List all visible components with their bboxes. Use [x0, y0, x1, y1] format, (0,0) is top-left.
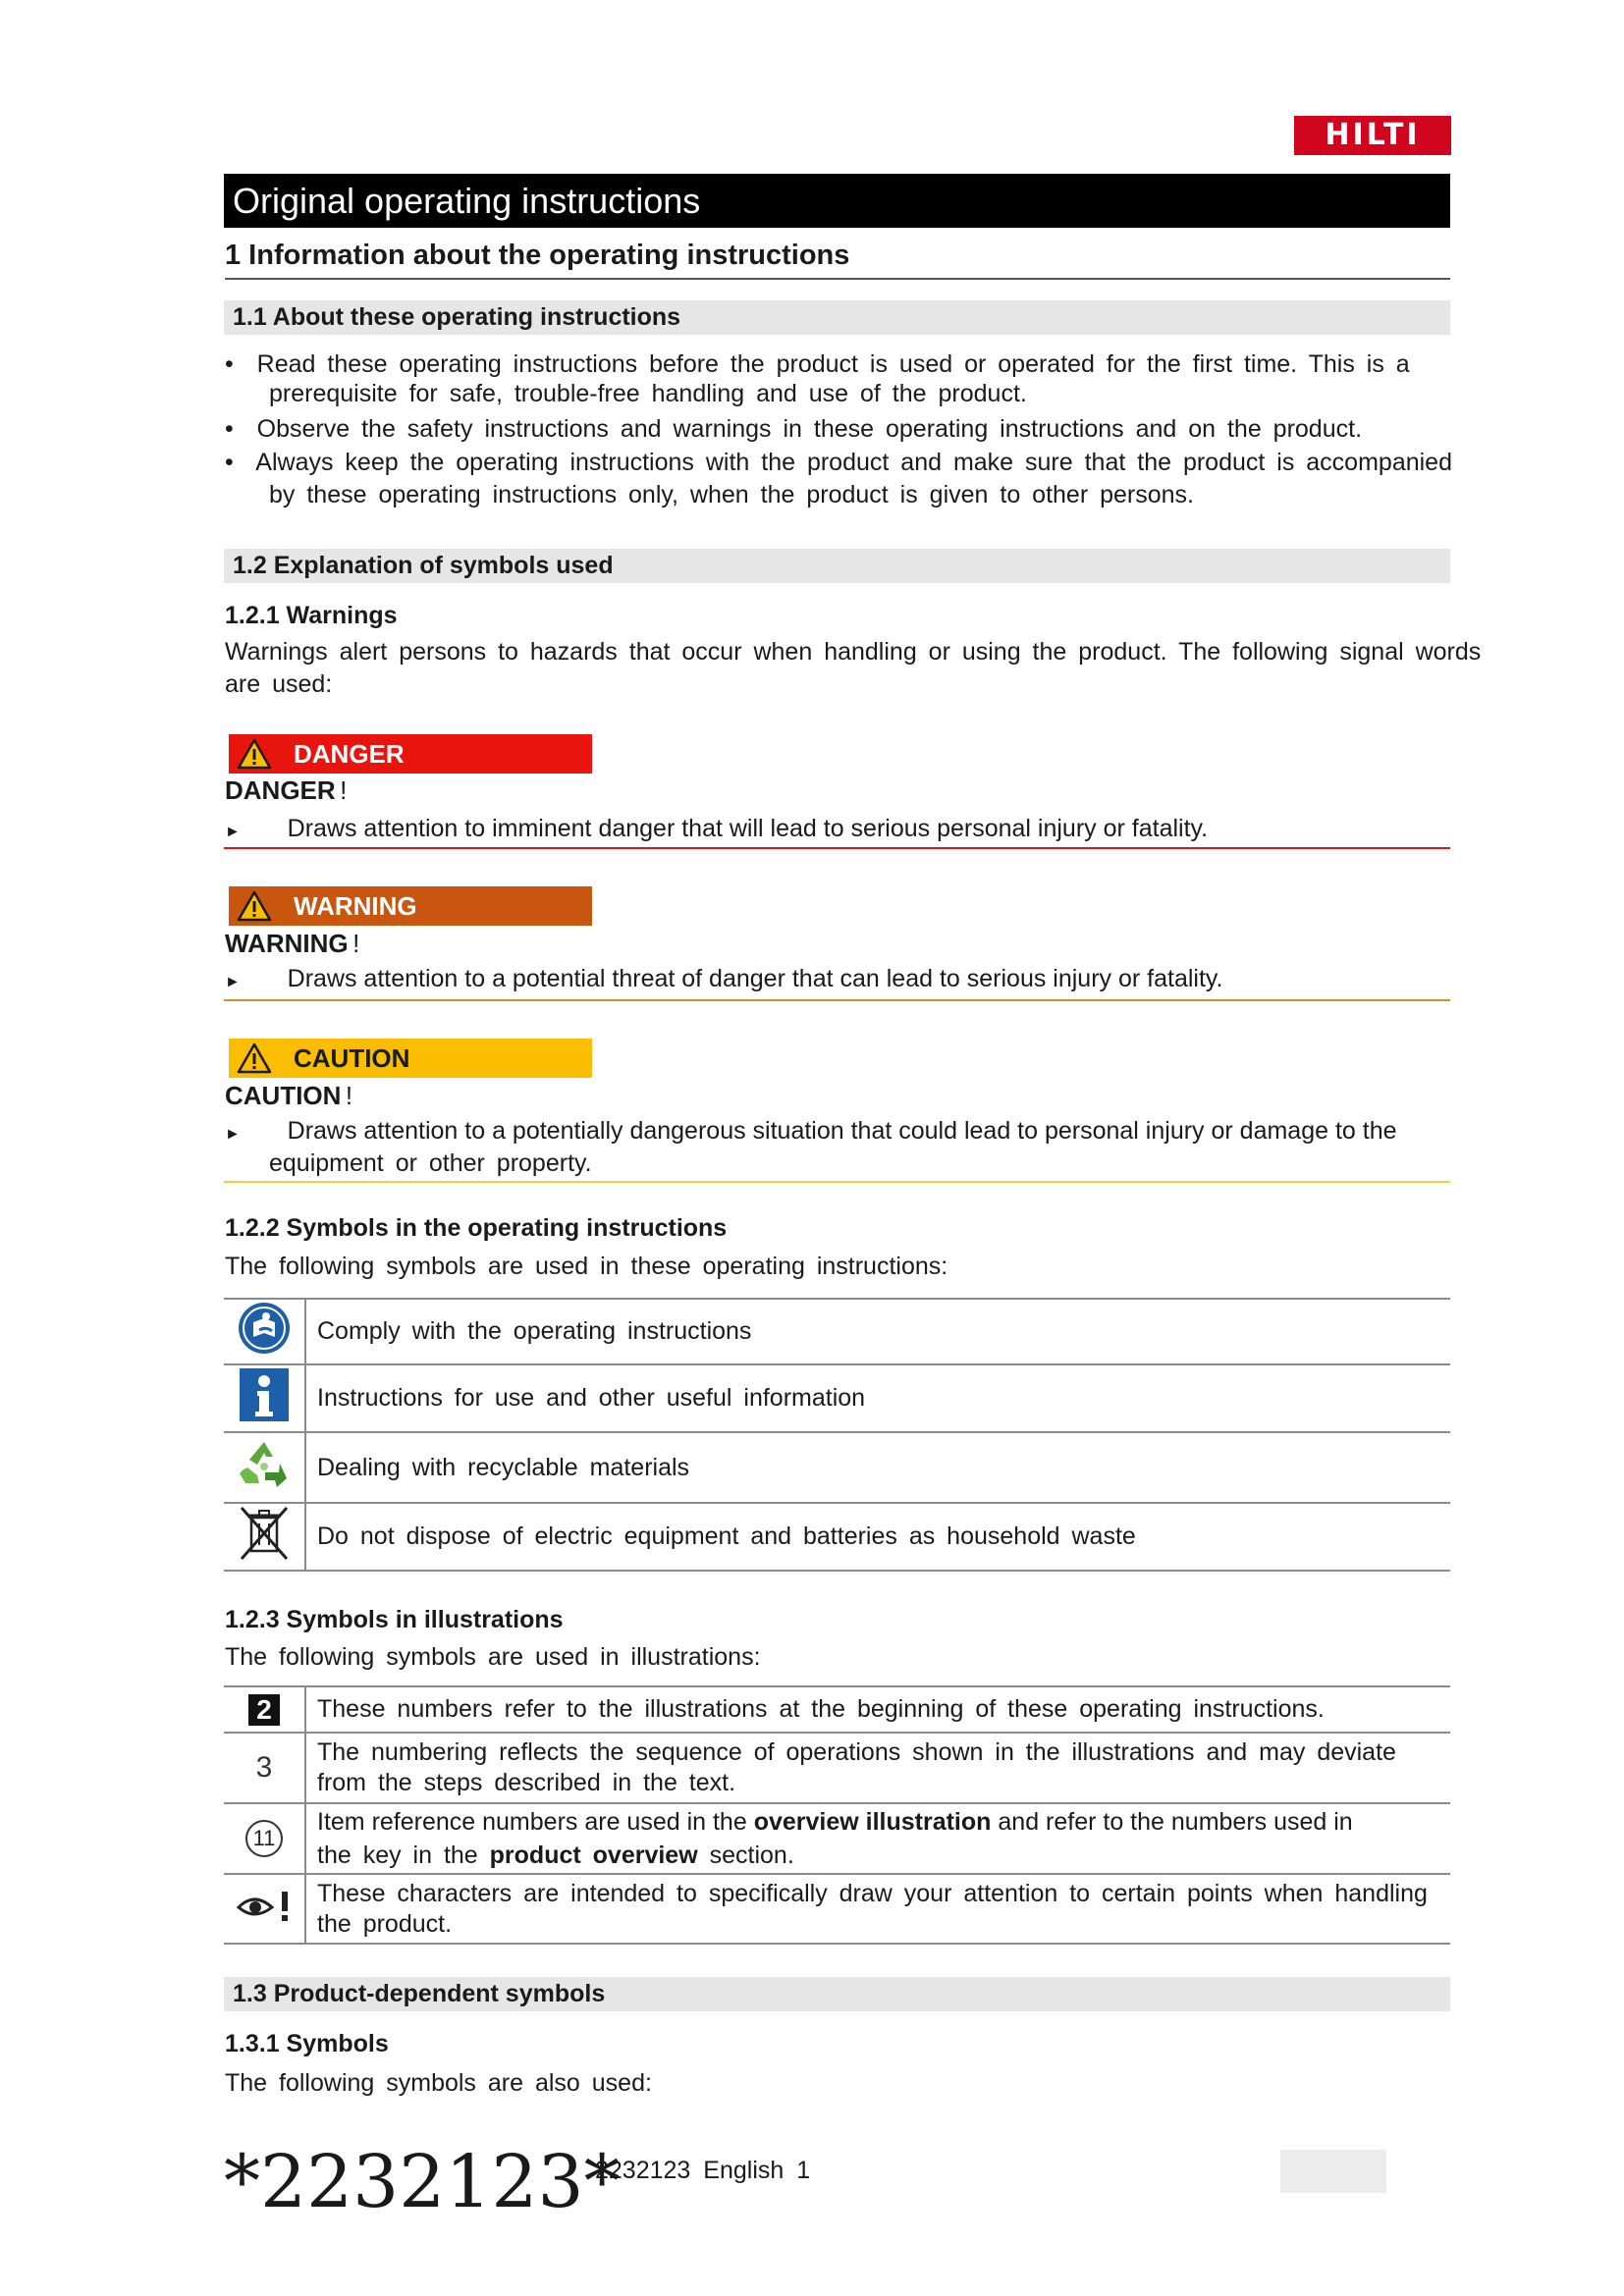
list-item: • Always keep the operating instructions with the product and make sure that the product is accompanied [225, 449, 1452, 476]
section-1-2-1-heading: 1.2.1 Warnings [225, 602, 398, 629]
table-row [224, 1503, 1450, 1571]
table-cell-text: These numbers refer to the illustrations at the beginning of these operating instructions. [305, 1686, 1450, 1733]
arrow-icon: ► [225, 824, 241, 840]
table-cell-icon [224, 1733, 305, 1803]
list-item-continuation: prerequisite for safe, trouble-free handling and use of the product. [269, 380, 1027, 407]
figure-number-text: 2 [256, 1693, 272, 1725]
table-cell-icon [224, 1364, 305, 1432]
warnings-intro [225, 636, 1481, 701]
text-line: These characters are intended to specifically draw your attention to certain points when handling [317, 1879, 1428, 1907]
list-item-continuation: by these operating instructions only, when the product is given to other persons. [269, 481, 1194, 508]
warning-divider [224, 999, 1450, 1001]
section-1-2-2-heading: 1.2.2 Symbols in the operating instructions [225, 1214, 728, 1242]
text-line: The numbering reflects the sequence of operations shown in the illustrations and may deviate [317, 1738, 1396, 1766]
product-symbols-intro: The following symbols are also used: [225, 2069, 652, 2097]
eye-attention-icon [235, 1888, 294, 1923]
table-cell-icon [224, 1503, 305, 1571]
table-cell-text [305, 1733, 1450, 1803]
text-span: the key in the [317, 1842, 490, 1869]
text-line: from the steps described in the text. [317, 1769, 736, 1796]
danger-signal-label [229, 734, 592, 774]
warning-triangle-icon [237, 1042, 272, 1074]
table-cell-text: Comply with the operating instructions [305, 1299, 1450, 1364]
text-line [317, 1839, 1449, 1872]
caution-heading [225, 1081, 352, 1111]
hilti-logo [1294, 116, 1451, 155]
table-cell-text: Instructions for use and other useful information [305, 1364, 1450, 1432]
table-row [224, 1432, 1450, 1503]
warning-mark: ! [352, 929, 360, 958]
table-cell-text: Do not dispose of electric equipment and batteries as household waste [305, 1503, 1450, 1571]
arrow-icon: ► [225, 1126, 241, 1143]
section-1-heading: 1 Information about the operating instructions [225, 240, 1450, 280]
table-row [224, 1874, 1450, 1944]
bullet-list [225, 348, 1452, 511]
table-cell-text: Dealing with recyclable materials [305, 1432, 1450, 1503]
caution-description [225, 1115, 1397, 1180]
warning-signal-label [229, 886, 592, 926]
table-row [224, 1364, 1450, 1432]
table-cell-icon [224, 1686, 305, 1733]
barcode-text: *2232123* [224, 2140, 621, 2224]
caution-text-continuation: equipment or other property. [269, 1149, 592, 1177]
danger-text: Draws attention to imminent danger that will lead to serious personal injury or fatality. [287, 815, 1209, 842]
section-1-2-3-heading: 1.2.3 Symbols in illustrations [225, 1606, 564, 1633]
caution-text: Draws attention to a potentially dangerous situation that could lead to personal injury or damage to the [287, 1117, 1397, 1145]
table-cell-icon [224, 1432, 305, 1503]
arrow-icon: ► [225, 974, 241, 990]
illustrations-intro: The following symbols are used in illustrations: [225, 1643, 761, 1671]
info-icon [240, 1368, 289, 1421]
caution-mark: ! [345, 1081, 353, 1110]
section-1-2-heading: 1.2 Explanation of symbols used [224, 549, 1450, 583]
footer-info [595, 2157, 810, 2185]
footer-placeholder-box [1280, 2150, 1386, 2193]
text-span: Item reference numbers are used in the [317, 1808, 754, 1836]
caution-divider [224, 1181, 1450, 1183]
page-title: Original operating instructions [224, 174, 1450, 228]
logo-text: HILTI [1325, 118, 1421, 152]
document-language: English [703, 2157, 785, 2184]
warning-label-text: WARNING [294, 890, 417, 921]
warning-triangle-icon [237, 890, 272, 922]
list-item: • Observe the safety instructions and warnings in these operating instructions and on the product. [225, 415, 1363, 443]
table-cell-icon [224, 1299, 305, 1364]
table-row [224, 1686, 1450, 1733]
illustration-symbols-table [224, 1685, 1450, 1945]
warning-heading [225, 929, 359, 959]
item-reference-text: 11 [252, 1826, 276, 1850]
page-number: 1 [796, 2157, 811, 2184]
section-1-3-heading: 1.3 Product-dependent symbols [224, 1977, 1450, 2011]
table-row [224, 1803, 1450, 1874]
danger-divider [224, 847, 1450, 849]
text-line [317, 1805, 1449, 1839]
list-item: • Read these operating instructions before the product is used or operated for the first time. This is a [225, 350, 1410, 378]
danger-word: DANGER [225, 775, 336, 805]
bold-term: product overview [489, 1842, 698, 1869]
section-1-1-heading: 1.1 About these operating instructions [224, 300, 1450, 335]
table-cell-text [305, 1803, 1450, 1874]
bold-term: overview illustration [753, 1808, 992, 1836]
table-row [224, 1733, 1450, 1803]
danger-description [225, 813, 1208, 848]
figure-number-icon [248, 1694, 280, 1726]
recycle-icon [236, 1436, 293, 1493]
danger-heading [225, 775, 347, 806]
caution-signal-label [229, 1039, 592, 1078]
crossed-bin-icon [238, 1504, 291, 1563]
table-cell-icon [224, 1803, 305, 1874]
table-cell-text [305, 1874, 1450, 1944]
section-1-3-1-heading: 1.3.1 Symbols [225, 2030, 389, 2057]
table-row [224, 1299, 1450, 1364]
intro-line: Warnings alert persons to hazards that occur when handling or using the product. The following signal words [225, 638, 1482, 666]
text-span: section. [697, 1842, 794, 1869]
item-reference-icon [245, 1820, 283, 1857]
symbols-intro: The following symbols are used in these operating instructions: [225, 1253, 948, 1280]
danger-mark: ! [340, 775, 348, 805]
warning-triangle-icon [237, 738, 272, 770]
caution-label-text: CAUTION [294, 1042, 410, 1073]
caution-word: CAUTION [225, 1081, 342, 1110]
document-number: 2232123 [595, 2157, 691, 2184]
danger-label-text: DANGER [294, 738, 405, 769]
warning-word: WARNING [225, 929, 349, 958]
manual-icon [237, 1301, 292, 1356]
warning-text: Draws attention to a potential threat of danger that can lead to serious injury or fatality. [287, 965, 1223, 992]
step-number-icon: 3 [255, 1751, 273, 1784]
table-cell-icon [224, 1874, 305, 1944]
warning-description [225, 963, 1223, 998]
text-line: the product. [317, 1909, 453, 1938]
text-span: and refer to the numbers used in [991, 1808, 1353, 1836]
symbols-table [224, 1298, 1450, 1572]
intro-line: are used: [225, 670, 333, 698]
